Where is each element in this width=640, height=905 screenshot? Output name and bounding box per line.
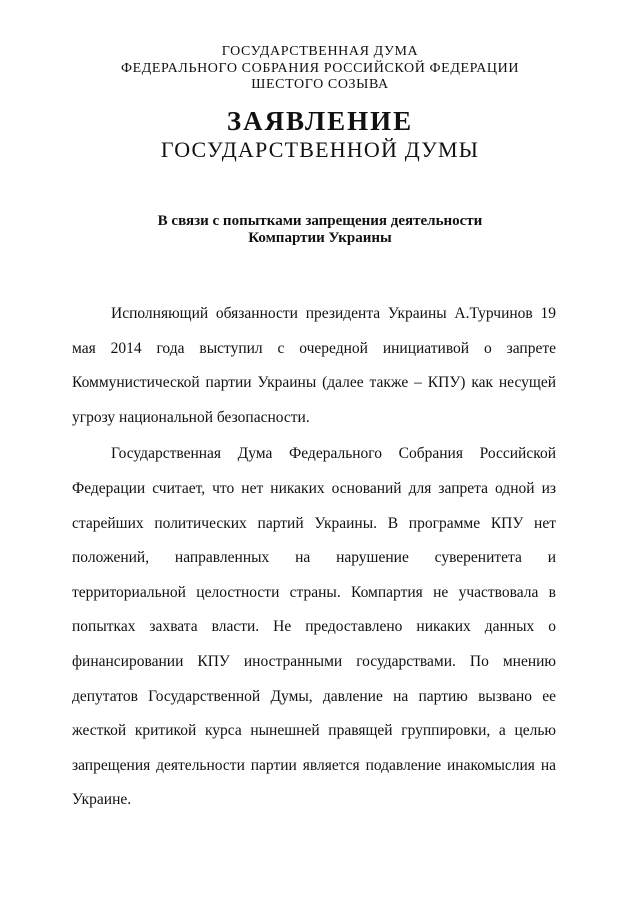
header-line-convocation: ШЕСТОГО СОЗЫВА <box>251 77 389 92</box>
header-line-assembly: ФЕДЕРАЛЬНОГО СОБРАНИЯ РОССИЙСКОЙ ФЕДЕРАЦИИ <box>120 60 520 76</box>
document-header <box>0 44 640 94</box>
document-subject <box>0 213 640 247</box>
document-type-title: ЗАЯВЛЕНИЕ <box>226 106 414 136</box>
document-body <box>72 297 556 818</box>
subject-line-2: Компартии Украины <box>248 230 392 246</box>
subject-line-1: В связи с попытками запрещения деятельности <box>157 213 483 229</box>
body-paragraph-1: Исполняющий обязанности президента Украины А.Турчинов 19 мая 2014 года выступил с очередной инициативой о запрете Коммунистической партии Украины (далее также – КПУ) как несущей угрозу национальной безопасности. <box>72 305 556 426</box>
header-line-duma: ГОСУДАРСТВЕННАЯ ДУМА <box>221 44 419 59</box>
body-paragraph-2: Государственная Дума Федерального Собрания Российской Федерации считает, что нет никаких оснований для запрета одной из старейших политических партий Украины. В программе КПУ нет положений, направленных на нарушение суверенитета и территориальной целостности страны. Компартия не участвовала в попытках захвата власти. Не предоставлено никаких данных о финансировании КПУ иностранными государствами. По мнению депутатов Государственной Думы, давление на партию вызвано ее жесткой критикой курса нынешней правящей группировки, а целью запрещения деятельности партии является подавление инакомыслия на Украине. <box>72 445 556 809</box>
document-issuer-title: ГОСУДАРСТВЕННОЙ ДУМЫ <box>160 137 480 162</box>
